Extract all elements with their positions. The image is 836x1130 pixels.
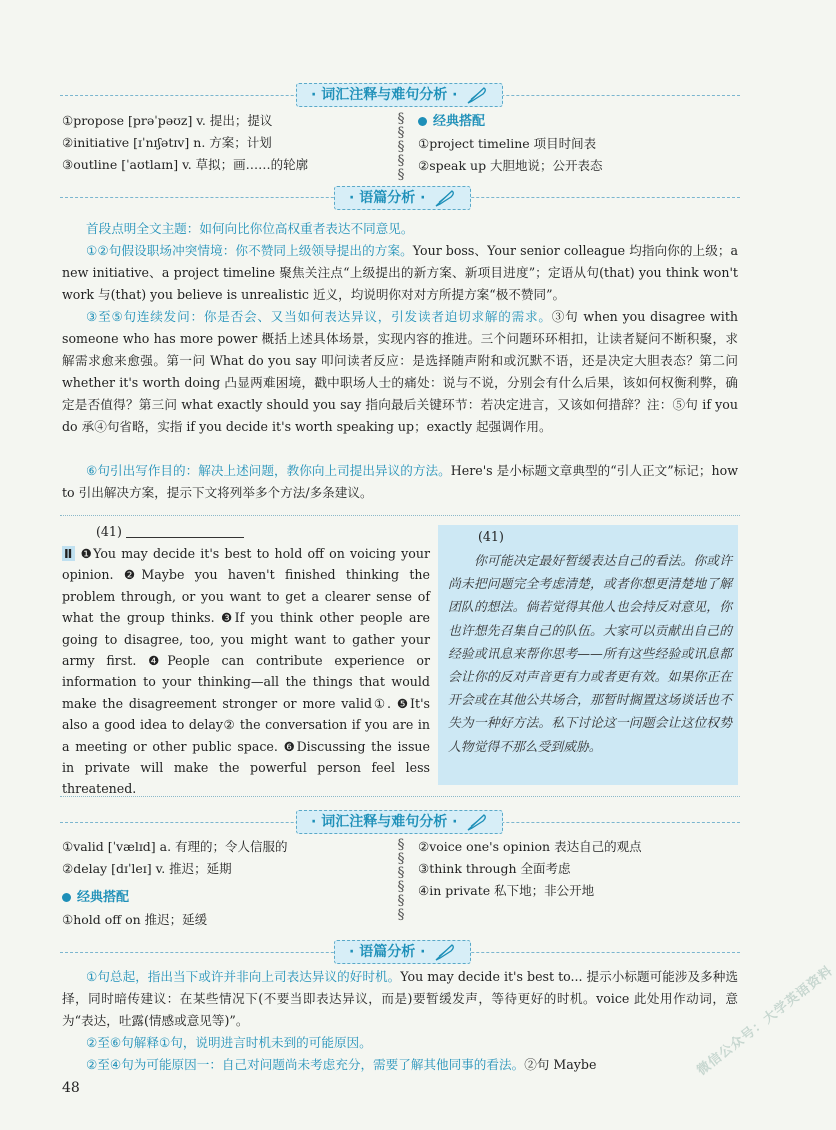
page-number: 48 [62, 1080, 80, 1096]
collocation-item: ①project timeline 项目时间表 [418, 136, 597, 151]
paragraph-marker: Ⅱ [64, 546, 74, 561]
quill-icon [434, 189, 456, 207]
collocation-item: ④in private 私下地；非公开地 [418, 883, 595, 898]
bullet-icon [418, 117, 427, 126]
english-passage: Ⅱ ❶You may decide it's best to hold off on voicing your opinion. ❷Maybe you haven't finished thinking the problem through, or you want to get a clearer sense of what the group thinks. ❸If you think other people are going to disagree, too, you might want to gather your army first. ❹People can contribute experience or information to your thinking—all the things that would make the disagreement stronger or more valid①. ❺It's also a good idea to delay② the conversation if you are in a meeting or other public space. ❻Discussing the issue in private will make the powerful person feel less threatened. [62, 546, 431, 797]
vocab-list-1 [62, 110, 308, 176]
dotted-divider [60, 515, 740, 516]
collocation-list-1 [418, 110, 603, 177]
collocation-title: 经典搭配 [77, 890, 130, 905]
discourse-paragraph: ①句总起，指出当下或许并非向上司表达异议的好时机。You may decide it's best to... 提示小标题可能涉及多种选择，同时暗传建议：在某些情况下(不要当即表达异议，而是)要暂缓发声，等待更好的时机。voice 此处用作动词，意为“表达，吐露(情感或意见等)”。 [62, 969, 738, 1028]
collocation-item: ③think through 全面考虑 [418, 861, 571, 876]
wavy-divider: § § § § § § [397, 837, 405, 923]
translation-text: 你可能决定最好暂缓表达自己的看法。你或许尚未把问题完全考虑清楚，或者你想更清楚地了解团队的想法。倘若觉得其他人也会持反对意见，你也许想先召集自己的队伍。大家可以贡献出自己的经验或讯息来帮你思考——所有这些经验或讯息都会让你的反对声音更有力或者更有效。如果你正在开会或在其他公共场合，那暂时搁置这场谈话也不失为一种好方法。私下讨论这一问题会让这位权势人物觉得不那么受到威胁。 [448, 554, 732, 755]
quill-icon [466, 86, 488, 104]
discourse-paragraph: ③至⑤句连续发问：你是否会、又当如何表达异议，引发读者迫切求解的需求。③句 when you disagree with someone who has more power 概括上述具体场景，实现内容的推进。三个问题环环相扣，让读者疑问不断积聚，求解需求愈来愈强。第一问 What do you say 叩问读者反应：是选择随声附和或沉默不语，还是决定大胆表态？第二问 whether it's worth doing 凸显两难困境，戳中职场人士的痛处：说与不说，分别会有什么后果，该如何权衡利弊，确定是否值得？第三问 what exactly should you say 指向最后关键环节：若决定进言，又该如何措辞？注：⑤句 if you do 承④句省略，实指 if you decide it's worth speaking up；exactly 起强调作用。 [62, 309, 738, 434]
section-header-vocab-2: · 词汇注释与难句分析 · [296, 810, 503, 834]
quill-icon [434, 943, 456, 961]
collocation-item: ①hold off on 推迟；延缓 [62, 912, 208, 927]
vocab-item: ②initiative [ɪˈnɪʃətɪv] n. 方案；计划 [62, 135, 272, 150]
discourse-paragraph: ②至④句为可能原因一：自己对问题尚未考虑充分，需要了解其他同事的看法。②句 Maybe [86, 1057, 597, 1072]
section-header-vocab-1: · 词汇注释与难句分析 · [296, 83, 503, 107]
collocation-title: 经典搭配 [433, 114, 486, 129]
watermark: 微信公众号：大学英语资料 [694, 963, 836, 1079]
discourse-paragraph: 首段点明全文主题：如何向比你位高权重者表达不同意见。 [86, 221, 414, 236]
discourse-paragraph: ②至⑥句解释①句，说明进言时机未到的可能原因。 [86, 1035, 372, 1050]
vocab-item: ①propose [prəˈpəʊz] v. 提出；提议 [62, 113, 273, 128]
section-header-discourse-1: · 语篇分析 · [334, 186, 471, 210]
collocation-item: ②speak up 大胆地说；公开表态 [418, 158, 603, 173]
collocation-list-2 [418, 836, 642, 902]
bullet-icon [62, 893, 71, 902]
wavy-divider: § § § § § [397, 111, 405, 183]
discourse-paragraph: ①②句假设职场冲突情境：你不赞同上级领导提出的方案。Your boss、Your senior colleague 均指向你的上级；a new initiative、a project timeline 聚焦关注点“上级提出的新方案、新项目进度”；定语从句(that) you think won't work 与(that) you believe is unrealistic 近义，均说明你对对方所提方案“极不赞同”。 [62, 243, 738, 302]
vocab-item: ③outline [ˈaʊtlaɪn] v. 草拟；画……的轮廓 [62, 157, 309, 172]
answer-blank[interactable] [126, 537, 244, 538]
discourse-paragraph: ⑥句引出写作目的：解决上述问题，教你向上司提出异议的方法。Here's 是小标题文章典型的“引人正文”标记；how to 引出解决方案，提示下文将列举多个方法/多条建议。 [62, 463, 738, 500]
quill-icon [466, 813, 488, 831]
vocab-item: ②delay [dɪˈleɪ] v. 推迟；延期 [62, 861, 232, 876]
dotted-divider [60, 796, 740, 797]
vocab-list-2 [62, 836, 288, 931]
question-number: (41) [96, 524, 244, 539]
collocation-item: ②voice one's opinion 表达自己的观点 [418, 839, 642, 854]
vocab-item: ①valid [ˈvælɪd] a. 有理的；令人信服的 [62, 839, 288, 854]
translation-number: (41) [478, 529, 504, 544]
section-header-discourse-2: · 语篇分析 · [334, 940, 471, 964]
